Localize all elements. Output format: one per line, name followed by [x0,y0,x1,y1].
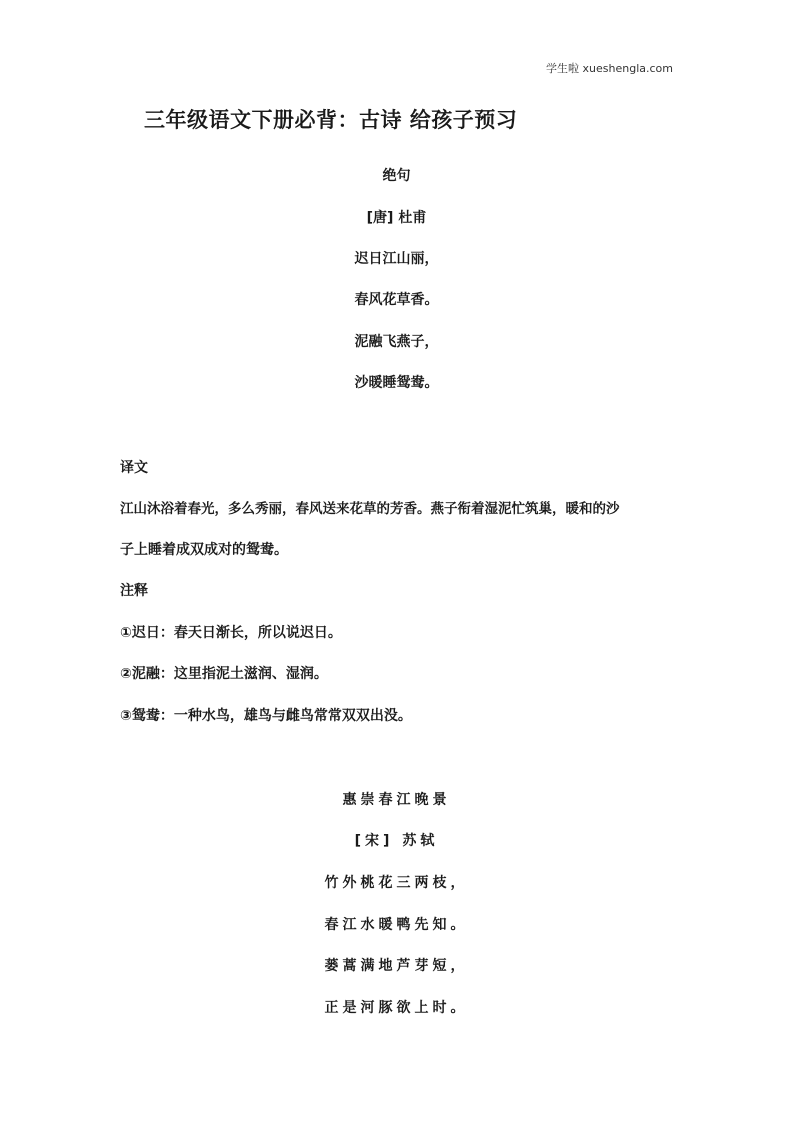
note-item-1: ①迟日：春天日渐长，所以说迟日。 [120,625,342,641]
poem1-line-1: 迟日江山丽， [354,251,439,267]
translation-line-1: 江山沐浴着春光，多么秀丽，春风送来花草的芳香。燕子衔着湿泥忙筑巢，暖和的沙 [120,501,620,517]
poem2-line-4: 正是河豚欲上时。 [324,1000,469,1016]
poem1-title: 绝句 [382,168,411,184]
site-watermark: 学生啦 xueshengla.com [546,62,673,75]
poem1-author: [唐] 杜甫 [366,210,427,226]
translation-line-2: 子上睡着成双成对的鸳鸯。 [120,542,288,558]
poem1-line-4: 沙暖睡鸳鸯。 [354,375,439,391]
translation-heading: 译文 [120,460,148,476]
page-title: 三年级语文下册必背：古诗 给孩子预习 [144,108,518,132]
poem2-title: 惠崇春江晚景 [342,792,451,808]
poem2-line-3: 蒌蒿满地芦芽短， [324,958,469,974]
note-item-2: ②泥融：这里指泥土滋润、湿润。 [120,666,328,682]
poem2-author: [宋] 苏轼 [354,833,439,849]
poem2-line-2: 春江水暖鸭先知。 [324,917,469,933]
poem2-line-1: 竹外桃花三两枝， [324,875,469,891]
poem1-line-3: 泥融飞燕子， [354,334,439,350]
notes-heading: 注释 [120,583,148,599]
poem1-line-2: 春风花草香。 [354,292,439,308]
note-item-3: ③鸳鸯：一种水鸟，雄鸟与雌鸟常常双双出没。 [120,708,412,724]
